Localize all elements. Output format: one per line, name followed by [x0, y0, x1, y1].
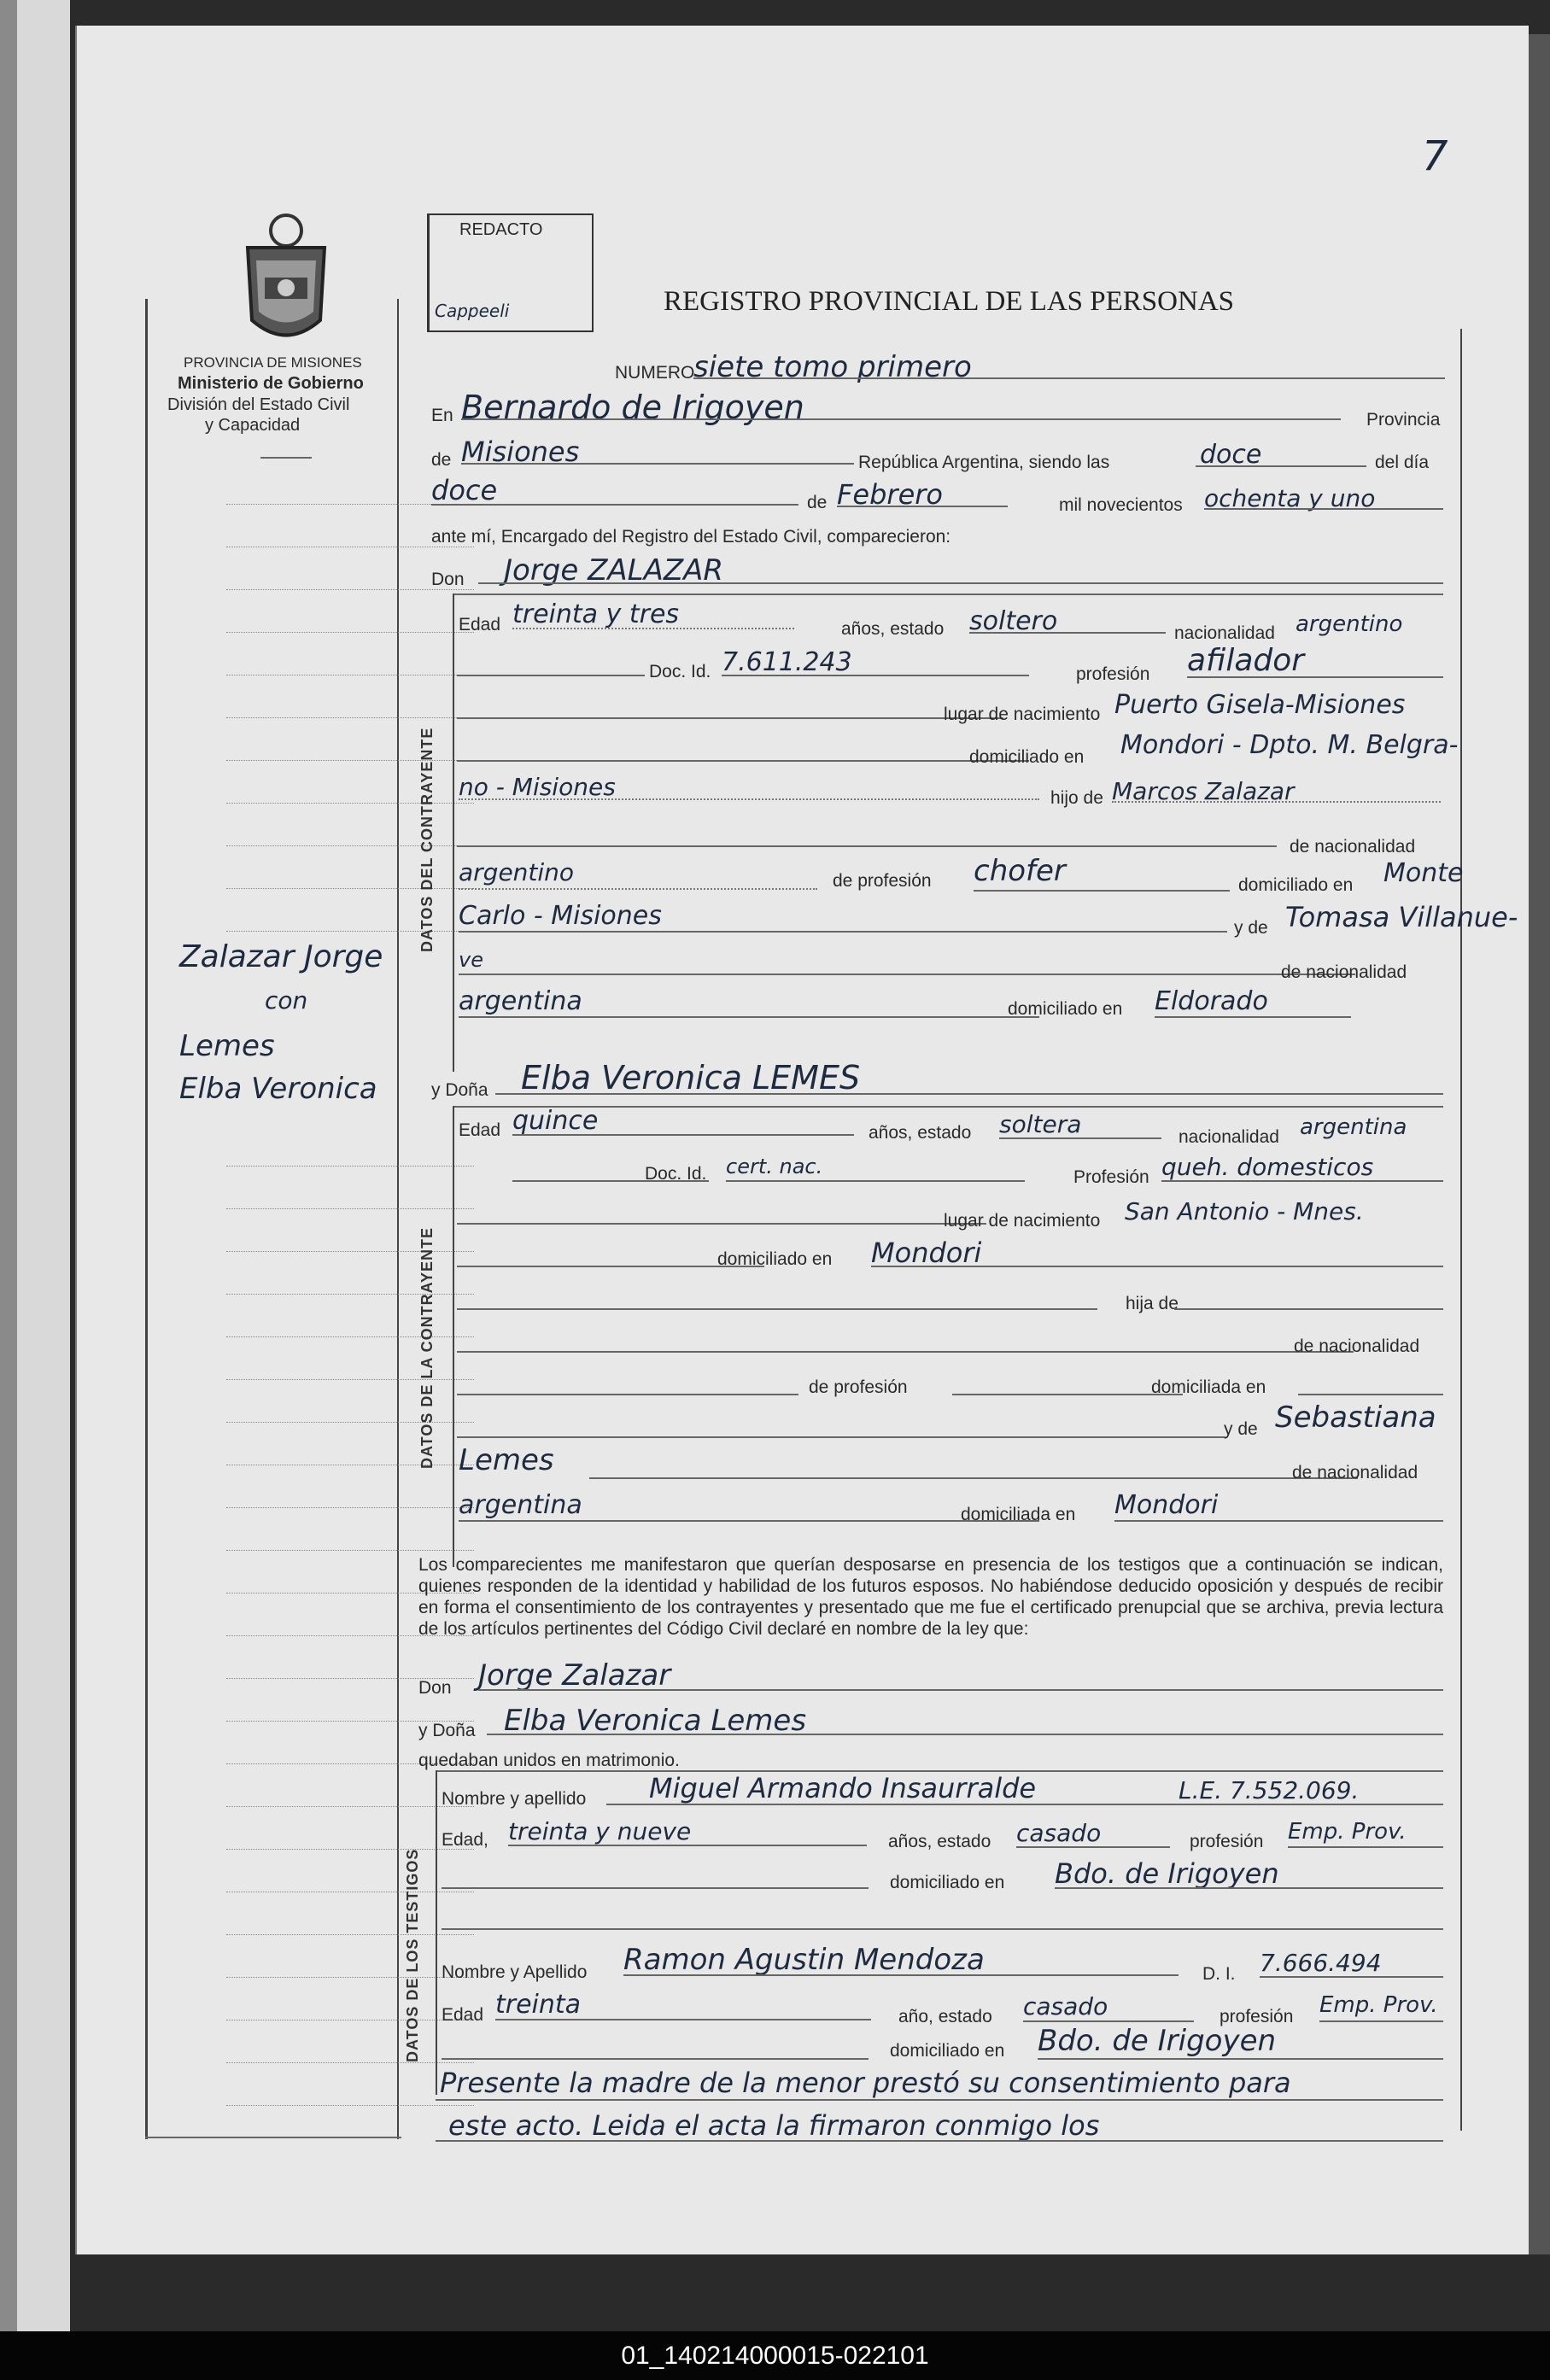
- contrayenta-anios-label: años, estado: [869, 1123, 972, 1143]
- hijo-line: [1112, 801, 1441, 803]
- margin-note-con: con: [265, 986, 308, 1015]
- madre2-dom-line: [1114, 1520, 1443, 1522]
- redacto-signature: Cappeeli: [435, 301, 510, 321]
- en-label: En: [431, 406, 453, 425]
- contrayenta-dom-value: Mondori: [871, 1237, 982, 1269]
- t1-estado-value: casado: [1016, 1819, 1102, 1847]
- t2-nombre-line: [623, 1974, 1179, 1976]
- padre2-dom-line: [1298, 1394, 1443, 1395]
- t2-edad-label: Edad: [442, 2005, 484, 2025]
- estado-value: soltero: [969, 606, 1058, 636]
- margin-divider: [397, 299, 399, 2139]
- observation-line-2: este acto. Leida el acta la firmaron conmigo los: [448, 2109, 1100, 2142]
- registry-title: REGISTRO PROVINCIAL DE LAS PERSONAS: [664, 286, 1235, 317]
- division-line-1: División del Estado Civil: [167, 395, 350, 414]
- observation-line-2-rule: [436, 2140, 1443, 2142]
- province-line: PROVINCIA DE MISIONES: [184, 354, 362, 371]
- numero-value: siete tomo primero: [693, 350, 972, 384]
- quedaban-text: quedaban unidos en matrimonio.: [418, 1751, 680, 1770]
- t1-edad-line: [508, 1845, 867, 1846]
- madre-dom-label: domiciliado en: [1008, 999, 1123, 1019]
- mes-line: [837, 506, 1008, 507]
- profesion-label: profesión: [1076, 664, 1150, 684]
- redacto-box: [427, 213, 594, 332]
- padre-dom-value: Monte: [1383, 858, 1464, 888]
- madre2-nac-line: [459, 1520, 1039, 1522]
- madre-dom-line: [1155, 1016, 1351, 1018]
- edad-value: treinta y tres: [512, 599, 680, 629]
- contrayenta-edad-line: [512, 1134, 854, 1136]
- madre2-dom-label: domiciliada en: [961, 1505, 1076, 1524]
- madre-value: Tomasa Villanue-: [1285, 901, 1518, 933]
- contrayenta-lugar-label: lugar de nacimiento: [944, 1211, 1101, 1231]
- madre-nac-value: argentina: [459, 986, 582, 1016]
- dona-label: y Doña: [431, 1080, 488, 1100]
- decl-don-value: Jorge Zalazar: [478, 1658, 671, 1693]
- hija-label: hija de: [1126, 1294, 1179, 1313]
- republica-label: República Argentina, siendo las: [858, 453, 1110, 472]
- edad-label: Edad: [459, 615, 501, 634]
- contrayenta-doc-label: Doc. Id.: [645, 1164, 707, 1184]
- edad-line: [512, 628, 794, 629]
- mes-value: Febrero: [837, 478, 943, 511]
- padre2-dom-label: domiciliada en: [1151, 1377, 1266, 1397]
- t2-anios-label: año, estado: [898, 2007, 992, 2026]
- previous-page-strip: [17, 0, 70, 2331]
- padre-dom-cont: Carlo - Misiones: [459, 901, 662, 931]
- t1-prof-value: Emp. Prov.: [1288, 1819, 1407, 1845]
- contrayenta-doc-line: [726, 1180, 1025, 1182]
- anio-line: [1204, 508, 1443, 510]
- t2-edad-value: treinta: [495, 1990, 582, 2020]
- padre2-prof-lead: [457, 1394, 798, 1395]
- margin-rule: [226, 803, 474, 804]
- scan-id-footer: 01_140214000015-022101: [0, 2331, 1550, 2380]
- nac-lead-line: [457, 845, 1277, 847]
- madre2-dom-value: Mondori: [1114, 1490, 1219, 1520]
- margin-rule: [226, 632, 474, 633]
- contrayenta-dom-line: [871, 1266, 1443, 1267]
- mil-label: mil novecientos: [1059, 495, 1183, 515]
- decl-dona-line: [487, 1734, 1443, 1735]
- testigos-section-label: DATOS DE LOS TESTIGOS: [404, 1848, 421, 2062]
- contrayenta-prof-line: [1161, 1180, 1443, 1182]
- dona-value: Elba Veronica LEMES: [521, 1059, 861, 1096]
- margin-rule: [226, 1294, 474, 1295]
- division-line-2: y Capacidad: [205, 416, 301, 435]
- t2-prof-label: profesión: [1220, 2007, 1294, 2026]
- padre-nac-value: argentino: [459, 858, 575, 886]
- lugar-line: [461, 418, 1341, 420]
- t1-blank-line: [442, 1928, 1443, 1930]
- t2-edad-line: [495, 2019, 871, 2020]
- nacionalidad-label: nacionalidad: [1174, 623, 1275, 643]
- t1-doc-value: L.E. 7.552.069.: [1179, 1776, 1360, 1804]
- contrayenta-prof-label: Profesión: [1073, 1167, 1149, 1187]
- contrayenta-top-rule: [453, 1106, 1443, 1108]
- contrayenta-nac-value: argentina: [1300, 1114, 1407, 1140]
- decl-dona-value: Elba Veronica Lemes: [504, 1704, 807, 1738]
- t2-dom-line: [1038, 2058, 1443, 2060]
- dona-line: [495, 1093, 1443, 1095]
- anio-value: ochenta y uno: [1204, 484, 1376, 512]
- padre-nac-line: [459, 888, 817, 890]
- registry-sheet: [75, 26, 1529, 2254]
- madre2-nac-value: argentina: [459, 1490, 582, 1520]
- hora-line: [1196, 465, 1366, 467]
- lugar-value: Bernardo de Irigoyen: [461, 389, 804, 426]
- t1-estado-line: [1016, 1846, 1170, 1848]
- margin-rule: [226, 1422, 474, 1423]
- de-label: de: [431, 450, 452, 470]
- madre2-y-de-label: y de: [1224, 1419, 1258, 1439]
- left-column-border: [145, 299, 148, 2139]
- padre2-prof-line: [952, 1394, 1183, 1395]
- contrayenta-estado-line: [999, 1137, 1161, 1139]
- ante-text: ante mí, Encargado del Registro del Estado Civil, comparecieron:: [431, 527, 951, 547]
- contrayente-bracket: [453, 594, 454, 1072]
- t2-dom-label: domiciliado en: [890, 2041, 1005, 2061]
- contrayenta-edad-label: Edad: [459, 1120, 501, 1140]
- contrayenta-estado-value: soltera: [999, 1110, 1082, 1138]
- dia-line: [431, 504, 798, 506]
- t1-nombre-value: Miguel Armando Insaurralde: [649, 1772, 1037, 1804]
- t1-prof-line: [1288, 1846, 1443, 1848]
- hija-line: [1174, 1308, 1443, 1310]
- t1-prof-label: profesión: [1190, 1832, 1264, 1851]
- hija-lead: [457, 1308, 1097, 1310]
- provincia-value: Misiones: [461, 436, 580, 468]
- t1-anios-label: años, estado: [888, 1832, 991, 1851]
- doc-value: 7.611.243: [722, 647, 852, 677]
- madre-nac-label: de nacionalidad: [1281, 962, 1407, 982]
- lugar-label: lugar de nacimiento: [944, 705, 1101, 724]
- decl-dona-label: y Doña: [418, 1721, 476, 1740]
- contrayenta-section-label: DATOS DE LA CONTRAYENTE: [418, 1226, 436, 1469]
- margin-rule: [226, 1251, 474, 1252]
- t2-doc-line: [1260, 1976, 1443, 1978]
- margin-rule: [226, 717, 474, 718]
- margin-rule: [226, 1507, 474, 1508]
- lugar-nacimiento-value: Puerto Gisela-Misiones: [1114, 690, 1406, 720]
- t2-nombre-label: Nombre y Apellido: [442, 1962, 588, 1982]
- margin-rule: [226, 1379, 474, 1380]
- doc-lead-line: [457, 675, 645, 676]
- domicilio-value: Mondori - Dpto. M. Belgra-: [1120, 730, 1459, 760]
- hija-nac-label: de nacionalidad: [1294, 1336, 1420, 1356]
- numero-label: NUMERO: [615, 363, 695, 383]
- decl-don-line: [478, 1689, 1443, 1691]
- right-border: [1460, 329, 1462, 2131]
- ministry-line: Ministerio de Gobierno: [178, 374, 364, 393]
- doc-label: Doc. Id.: [649, 662, 711, 681]
- t1-edad-value: treinta y nueve: [508, 1817, 692, 1845]
- t2-dom-lead: [442, 2058, 869, 2060]
- madre2-cont: Lemes: [459, 1443, 554, 1477]
- t1-dom-value: Bdo. de Irigoyen: [1055, 1857, 1279, 1890]
- madre2-nac-label: de nacionalidad: [1292, 1463, 1418, 1482]
- padre-dom-cont-line: [459, 931, 1227, 933]
- profesion-line: [1187, 676, 1443, 678]
- t2-doc-label: D. I.: [1202, 1964, 1236, 1984]
- lugar-lead-line: [457, 717, 1003, 719]
- madre-cont-line: [459, 974, 1355, 975]
- decl-don-label: Don: [418, 1678, 452, 1698]
- t1-dom-line: [1055, 1887, 1443, 1889]
- domicilio-cont: no - Misiones: [459, 773, 616, 801]
- hijo-label: hijo de: [1050, 788, 1103, 808]
- contrayenta-edad-value: quince: [512, 1106, 599, 1136]
- testigos-bracket: [436, 1770, 437, 2095]
- hijo-value: Marcos Zalazar: [1112, 777, 1295, 805]
- t2-estado-line: [1023, 2020, 1194, 2022]
- domicilio-cont-line: [459, 798, 1039, 800]
- provincial-seal-icon: [235, 209, 337, 354]
- del-dia-label: del día: [1375, 453, 1430, 472]
- de-mes-label: de: [807, 493, 828, 512]
- anios-label: años, estado: [841, 619, 945, 639]
- t2-prof-value: Emp. Prov.: [1319, 1992, 1438, 2018]
- contrayenta-prof-value: queh. domesticos: [1161, 1153, 1374, 1181]
- t2-dom-value: Bdo. de Irigoyen: [1038, 2024, 1277, 2058]
- provincia-label: Provincia: [1366, 410, 1441, 430]
- section-top-rule: [453, 594, 1443, 595]
- page-number: 7: [1422, 132, 1448, 180]
- margin-rule: [226, 1208, 474, 1209]
- margin-rule: [226, 2105, 474, 2106]
- domicilio-label: domiciliado en: [969, 747, 1085, 767]
- margin-rule: [226, 845, 474, 846]
- padre-dom-label: domiciliado en: [1238, 875, 1354, 895]
- dom-lead-line: [457, 760, 1029, 762]
- margin-rule: [226, 1336, 474, 1337]
- t1-edad-label: Edad,: [442, 1830, 488, 1850]
- doc-line: [722, 675, 1029, 676]
- margin-note-groom: Zalazar Jorge: [179, 939, 383, 974]
- contrayenta-nac-label: nacionalidad: [1179, 1127, 1279, 1147]
- margin-rule: [226, 1550, 474, 1551]
- margin-rule: [226, 888, 474, 889]
- t1-dom-lead: [442, 1887, 869, 1889]
- contrayenta-lugar-lead: [457, 1223, 986, 1225]
- t2-prof-line: [1319, 2020, 1443, 2022]
- madre-nac-line: [459, 1016, 1039, 1018]
- margin-rule: [226, 760, 474, 761]
- ornament-rule: [260, 457, 312, 459]
- t1-dom-label: domiciliado en: [890, 1873, 1005, 1892]
- padre-nac-label: de nacionalidad: [1290, 837, 1416, 857]
- margin-bottom-border: [145, 2137, 401, 2138]
- t1-nombre-line: [606, 1804, 1443, 1805]
- madre2-value: Sebastiana: [1275, 1401, 1436, 1435]
- contrayenta-bracket: [453, 1106, 454, 1567]
- don-label: Don: [431, 570, 465, 589]
- madre2-lead: [457, 1436, 1225, 1438]
- don-value: Jorge ZALAZAR: [504, 553, 724, 588]
- margin-note-bride-surname: Lemes: [179, 1029, 275, 1063]
- profesion-value: afilador: [1187, 643, 1305, 678]
- nacionalidad-value: argentino: [1296, 611, 1403, 637]
- margin-rule: [226, 1166, 474, 1167]
- t1-nombre-label: Nombre y apellido: [442, 1789, 587, 1809]
- observation-line-1: Presente la madre de la menor prestó su consentimiento para: [440, 2067, 1291, 2099]
- padre-prof-line: [974, 890, 1230, 892]
- numero-line: [693, 377, 1445, 379]
- observation-line-1-rule: [436, 2099, 1443, 2101]
- declaration-paragraph: Los comparecientes me manifestaron que querían desposarse en presencia de los testigos que a continuación se indican, quienes responden de la identidad y habilidad de los futuros esposos. No habiéndose deducido oposición y después de recibir en forma el consentimiento de los contrayentes y presentado que me fue el certificado prenupcial que se archiva, previa lectura de los artículos pertinentes del Código Civil declaré en nombre de la ley que:: [418, 1555, 1443, 1639]
- hija-nac-lead: [457, 1351, 1354, 1353]
- margin-note-bride-name: Elba Veronica: [179, 1072, 377, 1106]
- madre2-cont-line: [589, 1477, 1358, 1479]
- contrayente-section-label: DATOS DEL CONTRAYENTE: [418, 727, 436, 952]
- t2-nombre-value: Ramon Agustin Mendoza: [623, 1943, 985, 1977]
- padre-prof-label: de profesión: [833, 871, 932, 891]
- estado-line: [969, 632, 1166, 634]
- hora-value: doce: [1200, 440, 1262, 470]
- madre-dom-value: Eldorado: [1155, 986, 1268, 1016]
- padre-prof-value: chofer: [974, 854, 1066, 888]
- madre-y-de-label: y de: [1234, 918, 1268, 938]
- contrayenta-lugar-value: San Antonio - Mnes.: [1125, 1197, 1364, 1225]
- redacto-label: REDACTO: [459, 220, 543, 239]
- t2-doc-value: 7.666.494: [1260, 1949, 1382, 1977]
- don-line: [478, 582, 1443, 584]
- t2-estado-value: casado: [1023, 1992, 1108, 2020]
- madre-cont: ve: [459, 948, 483, 972]
- padre2-prof-label: de profesión: [809, 1377, 908, 1397]
- contrayenta-doc-value: cert. nac.: [726, 1155, 823, 1178]
- provincia-line: [461, 463, 854, 465]
- contrayenta-dom-label: domiciliado en: [717, 1249, 833, 1269]
- dia-value: doce: [431, 474, 498, 506]
- margin-rule: [226, 931, 474, 932]
